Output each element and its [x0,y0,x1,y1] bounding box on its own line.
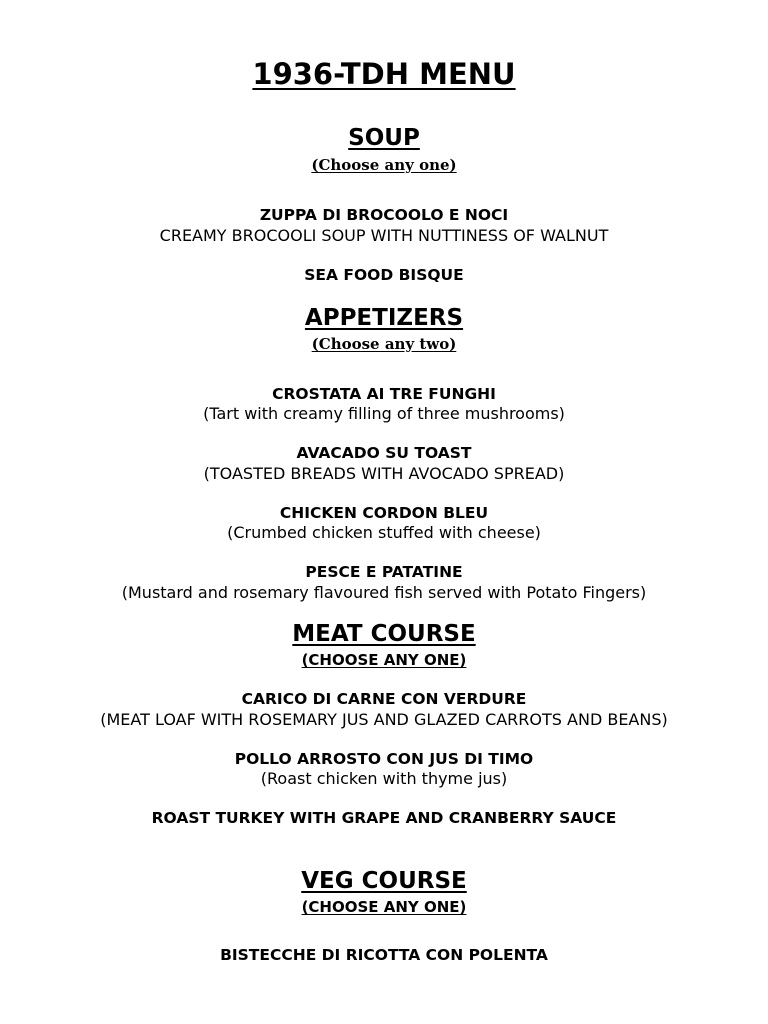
meat-item-2-desc: (Roast chicken with thyme jus) [260,769,508,788]
meat-item-1-name: CARICO DI CARNE CON VERDURE [241,690,527,708]
soup-heading: SOUP [348,125,420,151]
meat-course-heading: MEAT COURSE [292,621,476,647]
appetizer-item-4-desc: (Mustard and rosemary flavoured fish served with Potato Fingers) [121,583,647,602]
appetizer-item-3-desc: (Crumbed chicken stuffed with cheese) [227,523,541,542]
meat-item-1-desc: (MEAT LOAF WITH ROSEMARY JUS AND GLAZED CARROTS AND BEANS) [100,710,668,729]
appetizer-item-1-desc: (Tart with creamy filling of three mushrooms) [203,404,565,423]
appetizer-item-1-name: CROSTATA AI TRE FUNGHI [272,385,496,403]
appetizers-choose-note: (Choose any two) [311,335,457,353]
soup-item-1-desc: CREAMY BROCOOLI SOUP WITH NUTTINESS OF WALNUT [159,226,609,245]
appetizer-item-2-name: AVACADO SU TOAST [296,444,472,462]
appetizer-item-3-name: CHICKEN CORDON BLEU [279,504,489,522]
veg-course-choose-note: (CHOOSE ANY ONE) [301,898,467,916]
appetizer-item-2-desc: (TOASTED BREADS WITH AVOCADO SPREAD) [203,464,565,483]
veg-item-1-name: BISTECCHE DI RICOTTA CON POLENTA [220,946,548,964]
soup-item-1-name: ZUPPA DI BROCOOLO E NOCI [259,206,509,224]
meat-item-3-name: ROAST TURKEY WITH GRAPE AND CRANBERRY SAUCE [151,809,617,827]
soup-item-2-name: SEA FOOD BISQUE [304,266,464,284]
meat-item-2-name: POLLO ARROSTO CON JUS DI TIMO [234,750,534,768]
menu-title: 1936-TDH MENU [252,57,516,91]
meat-course-choose-note: (CHOOSE ANY ONE) [301,651,467,669]
appetizers-heading: APPETIZERS [304,305,464,331]
soup-choose-note: (Choose any one) [311,156,457,174]
appetizer-item-4-name: PESCE E PATATINE [305,563,463,581]
veg-course-heading: VEG COURSE [301,868,467,894]
